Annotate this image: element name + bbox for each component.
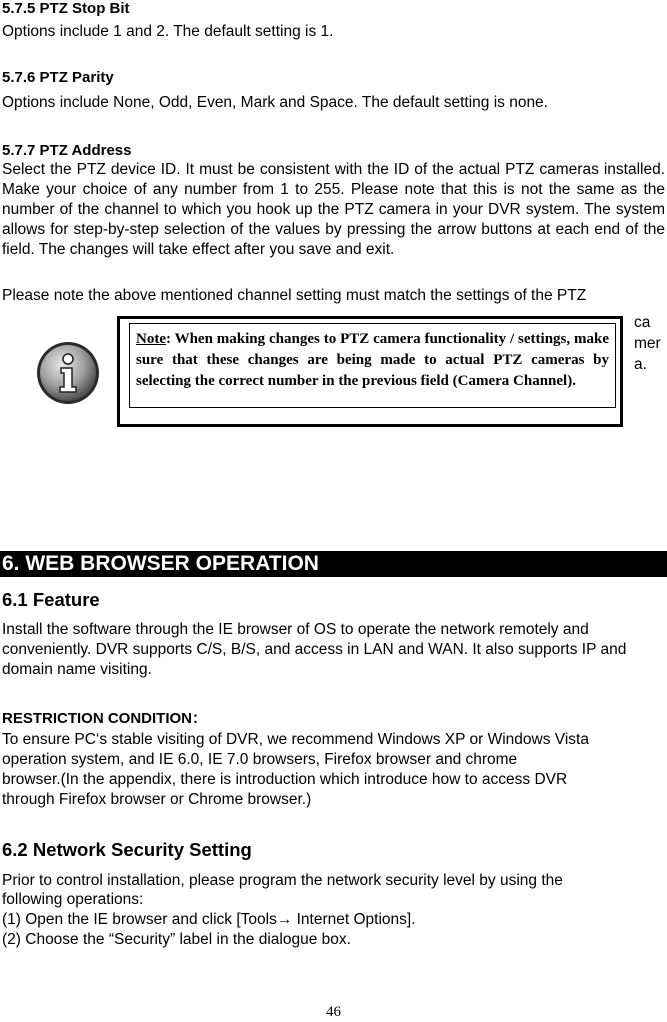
heading-5-7-7: 5.7.7 PTZ Address bbox=[2, 142, 132, 159]
paragraph-5-7-6: Options include None, Odd, Even, Mark and Space. The default setting is none. bbox=[2, 94, 548, 111]
wrap-part: ca bbox=[634, 314, 651, 331]
note-frame bbox=[129, 323, 616, 408]
restriction-heading: RESTRICTION CONDITION： bbox=[2, 710, 207, 727]
note-box bbox=[117, 316, 623, 427]
info-icon bbox=[35, 340, 101, 406]
note-label: Note bbox=[136, 331, 166, 347]
heading-6-1: 6.1 Feature bbox=[2, 589, 100, 610]
security-line: Prior to control installation, please program the network security level by using the bbox=[2, 872, 563, 889]
security-line: following operations: bbox=[2, 891, 144, 908]
heading-5-7-5: 5.7.5 PTZ Stop Bit bbox=[2, 0, 130, 17]
restriction-line: browser.(In the appendix, there is introduction which introduce how to access DVR bbox=[2, 771, 568, 788]
page-number: 46 bbox=[326, 1004, 341, 1020]
heading-5-7-6: 5.7.6 PTZ Parity bbox=[2, 69, 114, 86]
security-step: (2) Choose the “Security” label in the dialogue box. bbox=[2, 931, 351, 948]
wrap-part: mer bbox=[634, 335, 661, 352]
paragraph-5-7-7: Select the PTZ device ID. It must be consistent with the ID of the actual PTZ cameras installed. Make your choice of any number from 1 to 255. Please note that this is not the same as the number of the channel to which you hook up the PTZ camera in your DVR system. The system allows for step-by-step selection of the values by pressing the arrow buttons at each end of the field. The changes will take effect after you save and exit. bbox=[2, 161, 665, 258]
restriction-line: To ensure PC‘s stable visiting of DVR, we recommend Windows XP or Windows Vista bbox=[2, 731, 589, 748]
note-body: : When making changes to PTZ camera functionality / settings, make sure that these changes are being made to actual PTZ cameras by selecting the correct number in the previous field (Camera Channel). bbox=[136, 331, 609, 389]
wrapped-word bbox=[634, 312, 667, 375]
paragraph-5-7-7-note: Please note the above mentioned channel setting must match the settings of the PTZ bbox=[2, 287, 587, 304]
heading-6-2: 6.2 Network Security Setting bbox=[2, 839, 252, 860]
restriction-line: operation system, and IE 6.0, IE 7.0 browsers, Firefox browser and chrome bbox=[2, 751, 518, 768]
paragraph-6-1: Install the software through the IE browser of OS to operate the network remotely and conveniently. DVR supports C/S, B/S, and access in LAN and WAN. It also supports IP and domain name visiting. bbox=[2, 621, 627, 678]
paragraph-5-7-5: Options include 1 and 2. The default setting is 1. bbox=[2, 23, 334, 40]
wrap-part: a. bbox=[634, 356, 647, 373]
security-step: (1) Open the IE browser and click [Tools→ Internet Options]. bbox=[2, 911, 416, 928]
chapter-banner: 6. WEB BROWSER OPERATION bbox=[0, 551, 667, 577]
restriction-line: through Firefox browser or Chrome browser.) bbox=[2, 791, 312, 808]
note-text bbox=[136, 329, 609, 392]
